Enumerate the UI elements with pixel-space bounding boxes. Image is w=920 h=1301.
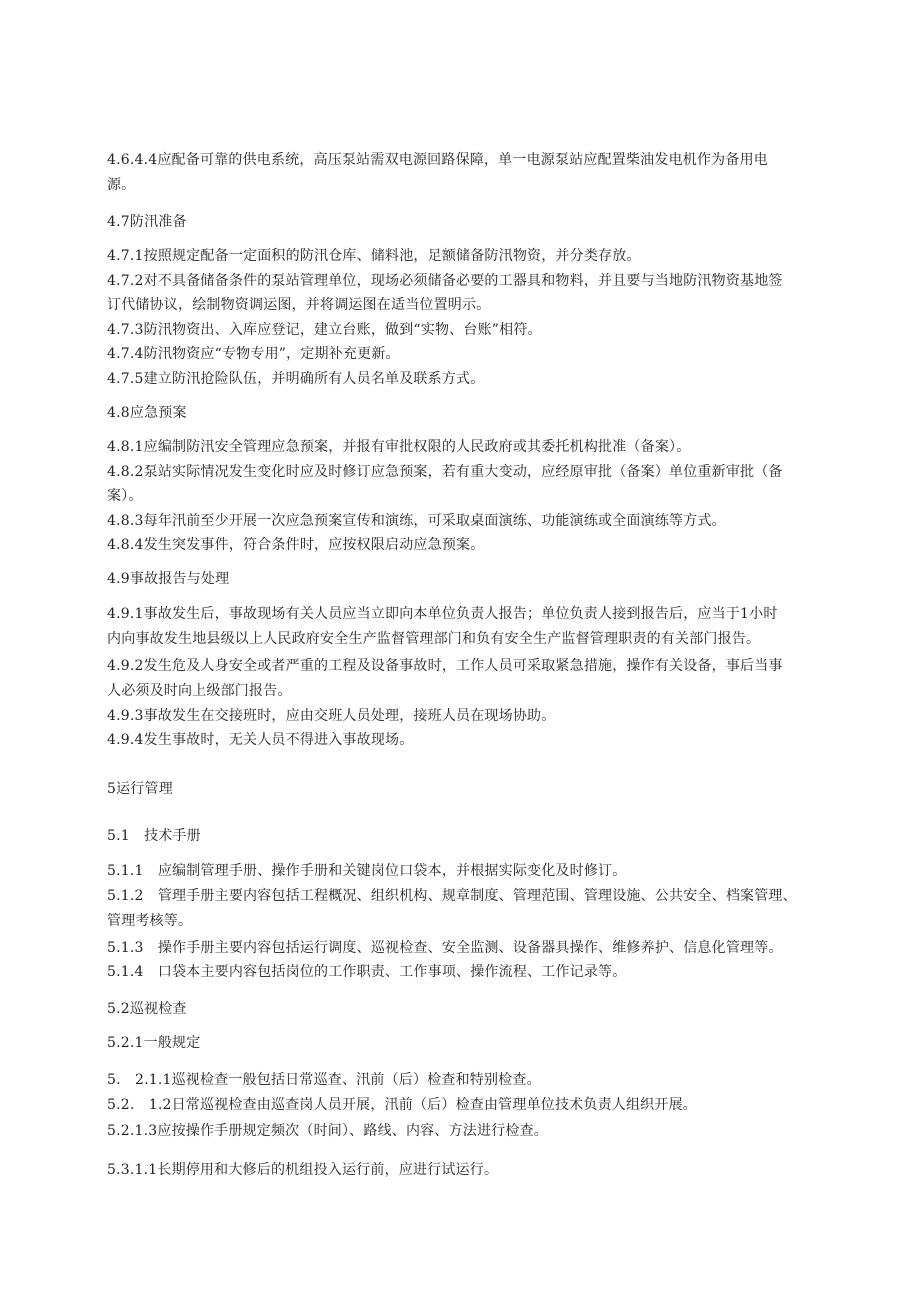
- clause-5-1-2: 5.1.2 管理手册主要内容包括工程概况、组织机构、规章制度、管理范围、管理设施、公共安全、档案管理、: [107, 888, 797, 904]
- clause-4-9-4: 4.9.4发生事故时，无关人员不得进入事故现场。: [107, 732, 414, 748]
- clause-4-7-4: 4.7.4防汛物资应“专物专用”，定期补充更新。: [107, 346, 400, 362]
- clause-4-8-2: 4.8.2泵站实际情况发生变化时应及时修订应急预案，若有重大变动，应经原审批（备案）单位重新审批（备: [107, 464, 783, 480]
- clause-4-7-2: 4.7.2对不具备储备条件的泵站管理单位，现场必须储备必要的工器具和物料，并且要与当地防汛物资基地签: [107, 273, 783, 289]
- clause-5-2-1-1: 5. 2.1.1巡视检查一般包括日常巡查、汛前（后）检查和特别检查。: [107, 1072, 541, 1088]
- section-heading-5-2: 5.2巡视检查: [107, 1001, 187, 1017]
- subsection-heading-5-2-1: 5.2.1一般规定: [107, 1035, 201, 1051]
- clause-5-1-1: 5.1.1 应编制管理手册、操作手册和关键岗位口袋本，并根据实际变化及时修订。: [107, 863, 627, 879]
- clause-5-1-3: 5.1.3 操作手册主要内容包括运行调度、巡视检查、安全监测、设备器具操作、维修养护、信息化管理等。: [107, 940, 783, 956]
- clause-4-7-3: 4.7.3防汛物资出、入库应登记，建立台账，做到“实物、台账”相符。: [107, 322, 542, 338]
- clause-4-6-4-4: 4.6.4.4应配备可靠的供电系统，高压泵站需双电源回路保障，单一电源泵站应配置柴油发电机作为备用电: [107, 152, 768, 168]
- section-heading-4-8: 4.8应急预案: [107, 405, 187, 421]
- clause-4-9-3: 4.9.3事故发生在交接班时，应由交班人员处理，接班人员在现场协助。: [107, 708, 556, 724]
- clause-4-7-5: 4.7.5建立防汛抢险队伍，并明确所有人员名单及联系方式。: [107, 371, 485, 387]
- clause-4-7-2-cont: 订代储协议，绘制物资调运图，并将调运图在适当位置明示。: [107, 297, 491, 313]
- clause-4-8-2-cont: 案）。: [107, 488, 143, 504]
- clause-5-2-1-3: 5.2.1.3应按操作手册规定频次（时间）、路线、内容、方法进行检查。: [107, 1123, 548, 1139]
- chapter-heading-5: 5运行管理: [107, 781, 173, 797]
- clause-4-8-4: 4.8.4发生突发事件，符合条件时，应按权限启动应急预案。: [107, 537, 485, 553]
- section-heading-5-1: 5.1 技术手册: [107, 828, 201, 844]
- clause-5-3-1-1: 5.3.1.1长期停用和大修后的机组投入运行前，应进行试运行。: [107, 1162, 499, 1178]
- clause-4-9-1: 4.9.1事故发生后，事故现场有关人员应当立即向本单位负责人报告；单位负责人接到报告后，应当于1小时: [107, 606, 778, 622]
- clause-4-9-2: 4.9.2发生危及人身安全或者严重的工程及设备事故时，工作人员可采取紧急措施，操作有关设备，事后当事: [107, 658, 783, 674]
- clause-4-9-2-cont: 人必须及时向上级部门报告。: [107, 683, 292, 699]
- clause-5-1-4: 5.1.4 口袋本主要内容包括岗位的工作职责、工作事项、操作流程、工作记录等。: [107, 964, 627, 980]
- clause-4-8-1: 4.8.1应编制防汛安全管理应急预案，并报有审批权限的人民政府或其委托机构批准（备案）。: [107, 439, 691, 455]
- clause-4-7-1: 4.7.1按照规定配备一定面积的防汛仓库、储料池，足额储备防汛物资，并分类存放。: [107, 248, 641, 264]
- clause-4-9-1-cont: 内向事故发生地县级以上人民政府安全生产监督管理部门和负有安全生产监督管理职责的有关部门报告。: [107, 631, 761, 647]
- clause-4-8-3: 4.8.3每年汛前至少开展一次应急预案宣传和演练，可采取桌面演练、功能演练或全面演练等方式。: [107, 513, 726, 529]
- clause-4-6-4-4-cont: 源。: [107, 177, 136, 193]
- clause-5-2-1-2: 5.2. 1.2日常巡视检查由巡查岗人员开展，汛前（后）检查由管理单位技术负责人组织开展。: [107, 1097, 697, 1113]
- clause-5-1-2-cont: 管理考核等。: [107, 913, 193, 929]
- section-heading-4-9: 4.9事故报告与处理: [107, 571, 230, 587]
- section-heading-4-7: 4.7防汛准备: [107, 214, 187, 230]
